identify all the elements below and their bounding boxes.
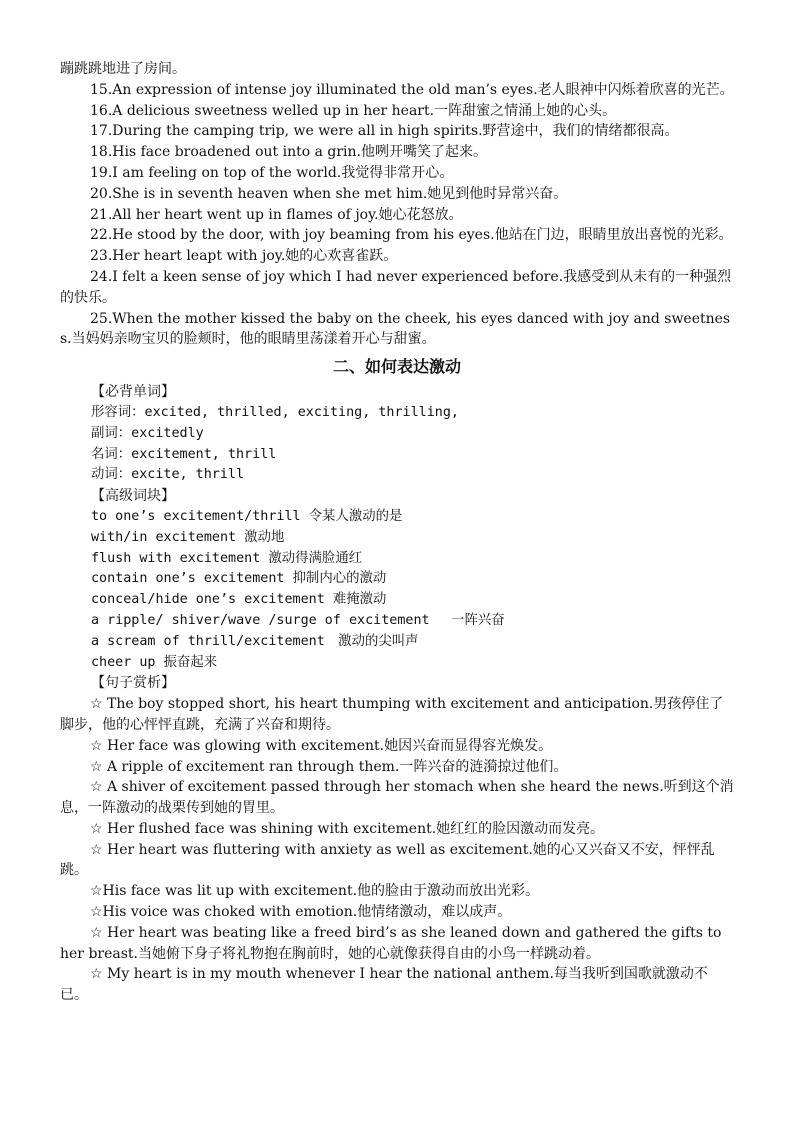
joy-sentence-22: 22.He stood by the door, with joy beaming from his eyes.他站在门边，眼睛里放出喜悦的光彩。 <box>90 227 733 244</box>
joy-sentence-19: 19.I am feeling on top of the world.我觉得非常开心。 <box>90 164 454 181</box>
joy-sentence-18: 18.His face broadened out into a grin.他咧开嘴笑了起来。 <box>90 144 487 161</box>
excitement-sentence: ☆ Her face was glowing with excitement.她因兴奋而显得容光焕发。 <box>90 737 553 754</box>
joy-sentence-list <box>60 80 734 350</box>
joy-sentence-15: 15.An expression of intense joy illuminated the old man’s eyes.老人眼神中闪烁着欣喜的光芒。 <box>90 81 734 98</box>
phrase-item: conceal/hide one’s excitement 难掩激动 <box>91 592 387 608</box>
vocabulary-section <box>60 382 734 694</box>
joy-sentence-20: 20.She is in seventh heaven when she met him.她见到他时异常兴奋。 <box>90 185 568 202</box>
excitement-sentence: ☆ A ripple of excitement ran through them.一阵兴奋的涟漪掠过他们。 <box>90 758 568 775</box>
excitement-sentence: ☆ Her heart was fluttering with anxiety as well as excitement.她的心又兴奋又不安，怦怦乱跳。 <box>60 841 715 879</box>
joy-sentence-17: 17.During the camping trip, we were all in high spirits.野营途中，我们的情绪都很高。 <box>90 123 679 140</box>
joy-sentence-16: 16.A delicious sweetness welled up in her heart.一阵甜蜜之情涌上她的心头。 <box>90 102 617 119</box>
excitement-sentence: ☆His face was lit up with excitement.他的脸由于激动而放出光彩。 <box>90 883 540 900</box>
word-item: 形容词：excited, thrilled, exciting, thrilling, <box>91 404 459 420</box>
phrase-item: a ripple/ shiver/wave /surge of excitement 一阵兴奋 <box>91 612 505 628</box>
phrase-item: contain one’s excitement 抑制内心的激动 <box>91 571 387 587</box>
excitement-sentence: ☆His voice was choked with emotion.他情绪激动，难以成声。 <box>90 904 512 921</box>
joy-sentence-24: 24.I felt a keen sense of joy which I had never experienced before.我感受到从未有的一种强烈的快乐。 <box>60 268 732 306</box>
excitement-sentence: ☆ Her flushed face was shining with excitement.她红红的脸因激动而发亮。 <box>90 820 605 837</box>
word-item: 副词：excitedly <box>91 425 204 441</box>
phrase-item: a scream of thrill/excitement 激动的尖叫声 <box>91 633 419 649</box>
phrase-item: with/in excitement 激动地 <box>91 529 285 545</box>
phrases-title: 【高级词块】 <box>91 488 175 505</box>
excitement-sentence: ☆ Her heart was beating like a freed bird’s as she leaned down and gathered the gifts to her breast.当她俯下身子将礼物抱在胸前时，她的心就像获得自由的小鸟一样跳动着。 <box>60 924 722 962</box>
word-item: 名词：excitement, thrill <box>91 446 277 462</box>
continuation-text: 蹦跳跳地进了房间。 <box>60 61 186 77</box>
phrase-item: flush with excitement 激动得满脸通红 <box>91 550 363 566</box>
phrase-item: cheer up 振奋起来 <box>91 654 218 670</box>
section-heading: 二、如何表达激动 <box>332 357 461 377</box>
joy-sentence-25: 25.When the mother kissed the baby on the cheek, his eyes danced with joy and sweetness.当妈妈亲吻宝贝的脸颊时，他的眼睛里荡漾着开心与甜蜜。 <box>60 310 731 348</box>
excitement-sentence-list <box>60 694 734 1006</box>
joy-sentence-21: 21.All her heart went up in flames of joy.她心花怒放。 <box>90 206 463 223</box>
excitement-sentence: ☆ A shiver of excitement passed through her stomach when she heard the news.听到这个消息，一阵激动的战栗传到她的胃里。 <box>60 779 734 817</box>
words-title: 【必背单词】 <box>91 384 175 401</box>
excitement-sentence: ☆ My heart is in my mouth whenever I hear the national anthem.每当我听到国歌就激动不已。 <box>60 966 708 1004</box>
excitement-sentence: ☆ The boy stopped short, his heart thumping with excitement and anticipation.男孩停住了脚步，他的心怦怦直跳，充满了兴奋和期待。 <box>60 696 724 733</box>
phrase-item: to one’s excitement/thrill 令某人激动的是 <box>91 508 403 524</box>
word-item: 动词：excite, thrill <box>91 467 245 483</box>
joy-sentence-23: 23.Her heart leapt with joy.她的心欢喜雀跃。 <box>90 248 398 265</box>
sentences-title: 【句子赏析】 <box>91 675 175 692</box>
